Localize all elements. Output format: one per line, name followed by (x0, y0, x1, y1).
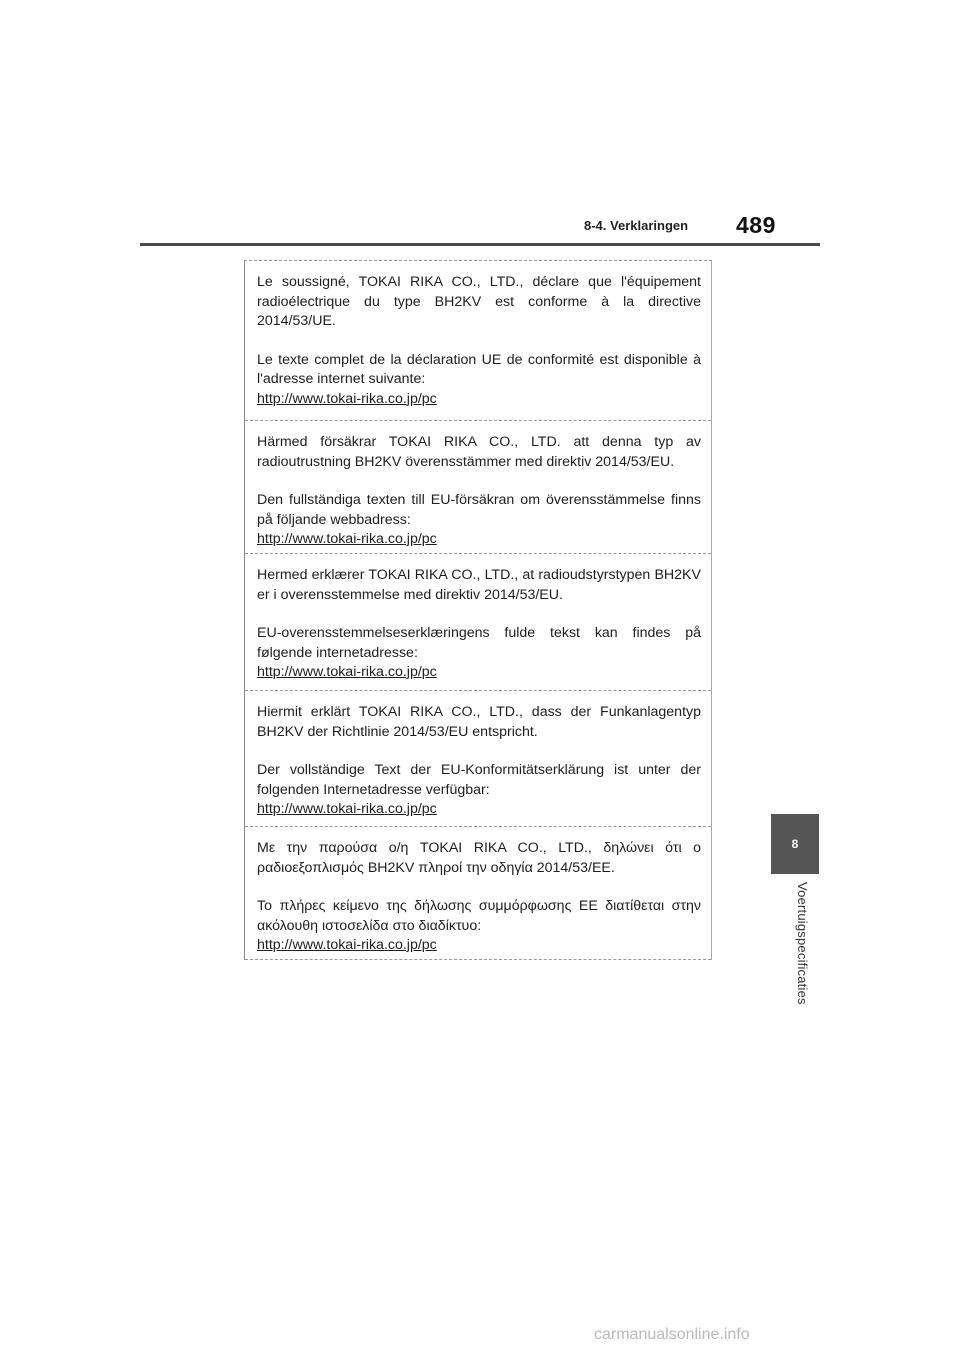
declaration-url-link[interactable]: http://www.tokai-rika.co.jp/pc (257, 531, 437, 547)
declaration-statement: Le soussigné, TOKAI RIKA CO., LTD., déclare que l'équipement radioélectrique du type BH2KV est conforme à la directive 2014/53/UE. (257, 274, 701, 329)
declaration-availability: Το πλήρες κείμενο της δήλωσης συμμόρφωσης ΕΕ διατίθεται στην ακόλουθη ιστοσελίδα στο διαδίκτυο: (257, 898, 701, 934)
watermark-text: carmanualsonline.info (594, 1326, 750, 1343)
chapter-label: Voertuigspecificaties (795, 882, 810, 1005)
declaration-french (245, 261, 711, 421)
chapter-tab[interactable]: 8 (771, 814, 819, 874)
declaration-statement: Hiermit erklärt TOKAI RIKA CO., LTD., dass der Funkanlagentyp BH2KV der Richtlinie 2014/53/EU entspricht. (257, 704, 701, 740)
declaration-availability: Le texte complet de la déclaration UE de conformité est disponible à l'adresse internet suivante: (257, 351, 701, 387)
declaration-availability: EU-overensstemmelseserklæringens fulde tekst kan findes på følgende internetadresse: (257, 625, 701, 661)
declaration-url-link[interactable]: http://www.tokai-rika.co.jp/pc (257, 664, 437, 680)
declaration-danish (245, 554, 711, 691)
declaration-url-link[interactable]: http://www.tokai-rika.co.jp/pc (257, 937, 437, 953)
declaration-availability: Der vollständige Text der EU-Konformitätserklärung ist unter der folgenden Internetadresse verfügbar: (257, 762, 701, 798)
declaration-swedish (245, 421, 711, 554)
declaration-greek (245, 827, 711, 960)
declaration-url-link[interactable]: http://www.tokai-rika.co.jp/pc (257, 390, 437, 407)
declaration-availability: Den fullständiga texten till EU-försäkran om överensstämmelse finns på följande webbadress: (257, 492, 701, 528)
section-title: 8-4. Verklaringen (584, 218, 689, 233)
declaration-german (245, 691, 711, 827)
declaration-statement: Härmed försäkrar TOKAI RIKA CO., LTD. att denna typ av radioutrustning BH2KV överensstämmer med direktiv 2014/53/EU. (257, 434, 701, 470)
declaration-url-link[interactable]: http://www.tokai-rika.co.jp/pc (257, 801, 437, 817)
header-divider (140, 243, 820, 246)
declaration-box (244, 260, 712, 960)
declaration-statement: Με την παρούσα ο/η TOKAI RIKA CO., LTD., δηλώνει ότι ο ραδιοεξοπλισμός BH2KV πληροί την οδηγία 2014/53/ΕΕ. (257, 840, 701, 876)
page-number: 489 (736, 212, 776, 238)
declaration-statement: Hermed erklærer TOKAI RIKA CO., LTD., at radioudstyrstypen BH2KV er i overensstemmelse med direktiv 2014/53/EU. (257, 567, 701, 603)
